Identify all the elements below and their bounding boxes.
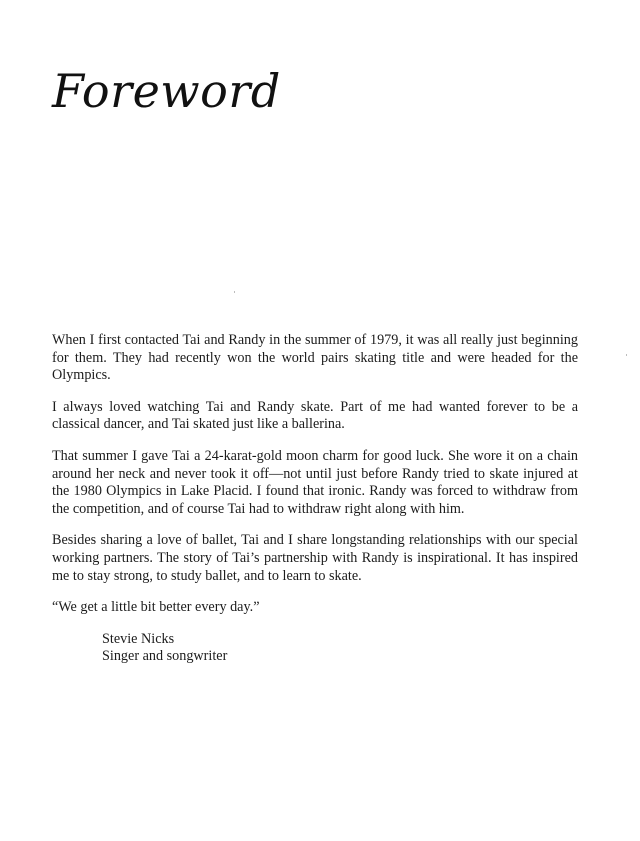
paragraph-2: I always loved watching Tai and Randy skate. Part of me had wanted forever to be a classical dancer, and Tai skated just like a ballerina. <box>52 398 578 433</box>
paragraph-1: When I first contacted Tai and Randy in the summer of 1979, it was all really just beginning for them. They had recently won the world pairs skating title and were headed for the Olympics. <box>52 332 578 384</box>
page-title: Foreword <box>52 64 281 118</box>
paragraph-4: Besides sharing a love of ballet, Tai and I share longstanding relationships with our special working partners. The story of Tai’s partnership with Randy is inspirational. It has inspired me to stay strong, to study ballet, and to learn to skate. <box>52 532 578 584</box>
scan-speck <box>626 354 627 356</box>
scan-speck <box>234 291 235 293</box>
signature-name: Stevie Nicks <box>102 630 175 647</box>
foreword-body <box>52 332 578 666</box>
quote: “We get a little bit better every day.” <box>52 599 260 616</box>
signature-block <box>102 631 578 666</box>
signature-role: Singer and songwriter <box>102 648 228 665</box>
paragraph-3: That summer I gave Tai a 24-karat-gold moon charm for good luck. She wore it on a chain around her neck and never took it off—not until just before Randy tried to skate injured at the 1980 Olympics in Lake Placid. I found that ironic. Randy was forced to withdraw from the competition, and of course Tai had to withdraw right along with him. <box>52 447 578 517</box>
